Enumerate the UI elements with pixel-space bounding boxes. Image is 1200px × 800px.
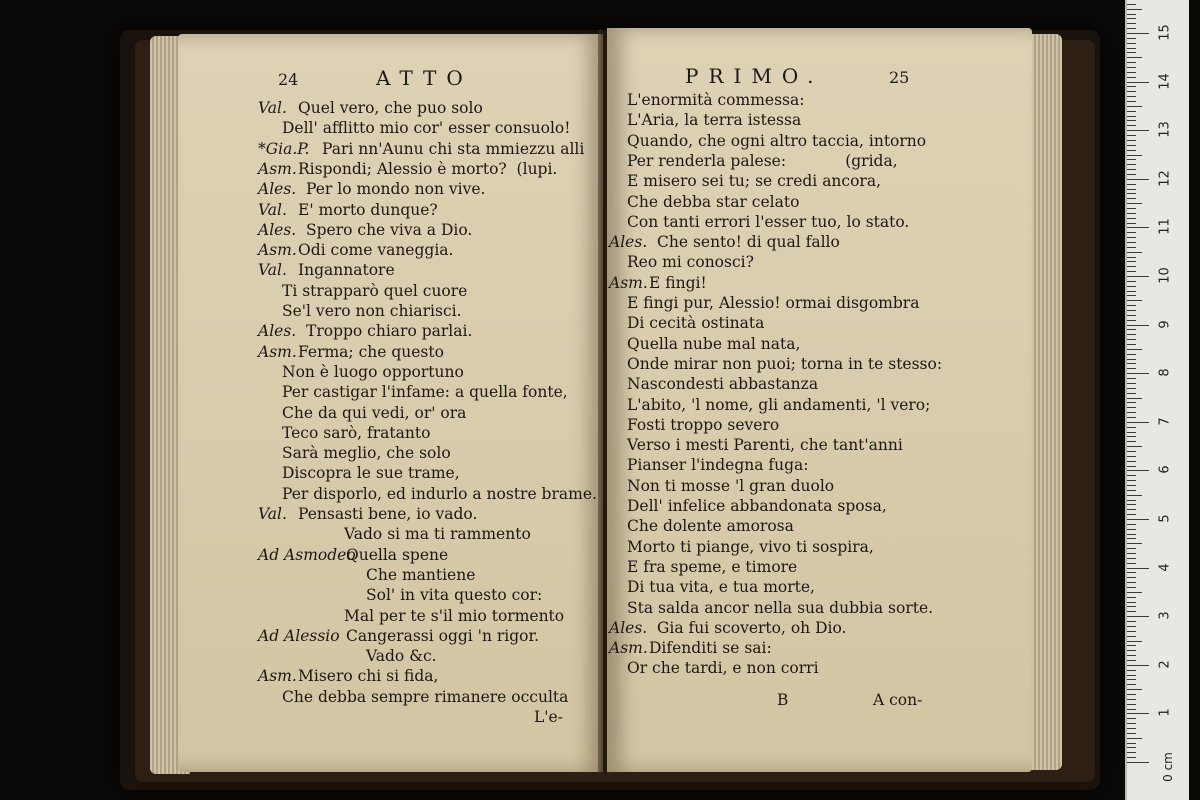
ruler-tick (1127, 757, 1136, 758)
ruler-tick (1127, 286, 1136, 287)
right-text-line: Per renderla palese: (grida, (627, 151, 898, 170)
ruler-tick (1127, 480, 1136, 481)
ruler-number: 1 (1157, 708, 1173, 718)
left-speaker-label: Val. (258, 99, 287, 117)
ruler-tick (1127, 509, 1136, 510)
left-speaker-label: Val. (258, 261, 287, 280)
catchword: A con- (873, 691, 923, 709)
left-speaker-label: Asm. (258, 241, 297, 260)
left-text-line: Per lo mondo non vive. (306, 180, 486, 199)
right-speaker-label: Asm. (609, 639, 648, 658)
left-speaker-label: Ales. (258, 220, 297, 239)
ruler-tick (1127, 325, 1149, 326)
ruler-tick (1127, 743, 1136, 744)
ruler-tick (1127, 213, 1136, 214)
ruler-number: 2 (1157, 660, 1173, 669)
ruler-tick (1127, 150, 1136, 151)
ruler-number: 10 (1157, 267, 1173, 284)
right-text-line: Quella nube mal nata, (627, 334, 801, 353)
ruler-tick (1127, 538, 1136, 539)
right-page-number: 25 (889, 68, 910, 87)
ruler-tick (1127, 466, 1136, 467)
left-running-head: ATTO (376, 66, 473, 90)
ruler-tick (1127, 281, 1136, 282)
ruler-unit-label: 0 cm (1160, 752, 1175, 782)
ruler-tick (1127, 305, 1136, 306)
ruler-tick (1127, 174, 1136, 175)
left-text-line: Ingannatore (298, 261, 395, 280)
ruler-tick (1127, 300, 1142, 301)
ruler-tick (1127, 295, 1136, 296)
left-speaker-label: Val. (258, 200, 287, 219)
ruler-tick (1127, 713, 1149, 714)
ruler-tick (1127, 733, 1136, 734)
ruler-tick (1127, 232, 1136, 233)
ruler-tick (1127, 184, 1136, 185)
ruler-tick (1127, 422, 1149, 423)
ruler-tick (1127, 718, 1136, 719)
right-text-line: Di tua vita, e tua morte, (627, 578, 815, 597)
ruler-tick (1127, 529, 1136, 530)
ruler-tick (1127, 621, 1136, 622)
ruler-number: 9 (1157, 319, 1173, 329)
ruler-tick (1127, 218, 1136, 219)
ruler-tick (1127, 96, 1136, 97)
left-text-line: Teco sarò, fratanto (282, 423, 431, 442)
ruler-tick (1127, 169, 1136, 170)
right-text-line: Onde mirar non puoi; torna in te stesso: (627, 354, 943, 373)
ruler-tick (1127, 490, 1136, 491)
signature-mark: B (777, 691, 789, 709)
left-page (178, 34, 603, 772)
ruler-number: 8 (1157, 368, 1173, 377)
left-speaker-label: Ad Alessio (258, 626, 340, 645)
right-text-line: Verso i mesti Parenti, che tant'anni (627, 436, 903, 455)
ruler-tick (1127, 694, 1136, 695)
ruler-tick (1127, 198, 1136, 199)
ruler-tick (1127, 101, 1136, 102)
left-text-line: Cangerassi oggi 'n rigor. (346, 626, 540, 645)
ruler-tick (1127, 4, 1136, 5)
ruler-tick (1127, 159, 1136, 160)
right-text-line: Fosti troppo severo (627, 415, 780, 434)
ruler-tick (1127, 388, 1136, 389)
ruler-tick (1127, 349, 1142, 350)
right-page (607, 28, 1032, 772)
left-text-line: Ti strapparò quel cuore (282, 281, 468, 300)
left-text-line: Misero chi si fida, (298, 667, 439, 686)
left-text-line: Vado &c. (366, 647, 437, 666)
ruler-tick (1127, 23, 1136, 24)
ruler-tick (1127, 524, 1136, 525)
ruler-tick (1127, 641, 1142, 642)
ruler-tick (1127, 227, 1149, 228)
ruler-tick (1127, 38, 1136, 39)
ruler-tick (1127, 320, 1136, 321)
left-text-line: Mal per te s'il mio tormento (344, 606, 565, 625)
ruler-tick (1127, 179, 1149, 180)
right-text-line: E fingi pur, Alessio! ormai disgombra (627, 294, 920, 312)
ruler-tick (1127, 106, 1142, 107)
ruler-tick (1127, 451, 1136, 452)
right-text-line: Con tanti errori l'esser tuo, lo stato. (627, 212, 910, 231)
ruler-number: 13 (1157, 121, 1173, 138)
ruler-tick (1127, 616, 1149, 617)
left-text-line: Troppo chiaro parlai. (306, 322, 473, 341)
ruler-tick (1127, 57, 1142, 58)
left-text-line: Rispondi; Alessio è morto? (lupi. (298, 159, 558, 178)
ruler-tick (1127, 728, 1136, 729)
left-page-number: 24 (278, 70, 299, 89)
ruler-tick (1127, 373, 1149, 374)
ruler-tick (1127, 164, 1136, 165)
ruler-tick (1127, 738, 1142, 739)
ruler-tick (1127, 9, 1142, 10)
right-text-line: L'enormità commessa: (627, 91, 805, 109)
right-text-line: Reo mi conosci? (627, 253, 754, 272)
right-running-head: PRIMO. (685, 64, 824, 88)
left-speaker-label: Ad Asmodeo (258, 545, 356, 564)
right-text-line: Che sento! di qual fallo (657, 233, 840, 252)
ruler-tick (1127, 86, 1136, 87)
ruler-tick (1127, 203, 1142, 204)
ruler-tick (1127, 568, 1149, 569)
left-text-line: Quel vero, che puo solo (298, 99, 483, 117)
ruler-tick (1127, 363, 1136, 364)
ruler-tick (1127, 704, 1136, 705)
ruler-tick (1127, 266, 1136, 267)
ruler-tick (1127, 120, 1136, 121)
right-text-line: Di cecità ostinata (627, 314, 765, 333)
ruler-tick (1127, 689, 1142, 690)
ruler-tick (1127, 91, 1136, 92)
ruler-tick (1127, 519, 1149, 520)
ruler-tick (1127, 543, 1142, 544)
ruler-tick (1127, 456, 1136, 457)
ruler-tick (1127, 67, 1136, 68)
ruler-tick (1127, 577, 1136, 578)
ruler-tick (1127, 28, 1136, 29)
ruler-tick (1127, 582, 1136, 583)
ruler-tick (1127, 441, 1136, 442)
ruler-tick (1127, 135, 1136, 136)
left-text-line: Non è luogo opportuno (282, 362, 464, 381)
ruler-tick (1127, 291, 1136, 292)
right-text-line: Or che tardi, e non corri (627, 659, 819, 678)
left-speaker-label: Asm. (258, 159, 297, 178)
ruler-tick (1127, 563, 1136, 564)
ruler-tick (1127, 247, 1136, 248)
ruler-tick (1127, 48, 1136, 49)
ruler-tick (1127, 18, 1136, 19)
right-text-line: E misero sei tu; se credi ancora, (627, 172, 882, 191)
ruler-tick (1127, 446, 1142, 447)
ruler-tick (1127, 485, 1136, 486)
ruler-tick (1127, 208, 1136, 209)
ruler-tick (1127, 354, 1136, 355)
ruler-tick (1127, 242, 1136, 243)
left-text-line: Che debba sempre rimanere occulta (282, 687, 569, 706)
ruler-tick (1127, 645, 1136, 646)
left-text-line: Che da qui vedi, or' ora (282, 403, 467, 422)
ruler-number: 15 (1157, 24, 1173, 41)
ruler-tick (1127, 699, 1136, 700)
left-speaker-label: Val. (258, 505, 287, 523)
ruler-tick (1127, 52, 1136, 53)
left-text-line: Dell' afflitto mio cor' esser consuolo! (282, 119, 571, 138)
ruler-tick (1127, 130, 1149, 131)
ruler-tick (1127, 461, 1136, 462)
right-text-line: Sta salda ancor nella sua dubbia sorte. (627, 598, 934, 617)
left-speaker-label: Ales. (258, 322, 297, 341)
right-speaker-label: Asm. (609, 273, 648, 292)
ruler-tick (1127, 436, 1136, 437)
ruler-tick (1127, 339, 1136, 340)
right-text-line: E fra speme, e timore (627, 557, 798, 576)
ruler-tick (1127, 597, 1136, 598)
left-text-line: Odi come vaneggia. (298, 241, 454, 260)
ruler-number: 3 (1157, 611, 1173, 620)
ruler-tick (1127, 261, 1136, 262)
left-speaker-label: *Gia.P. (258, 139, 310, 158)
ruler-tick (1127, 82, 1149, 83)
right-text-line: Dell' infelice abbandonata sposa, (627, 497, 887, 515)
left-text-line: Discopra le sue trame, (282, 464, 460, 483)
ruler-tick (1127, 534, 1136, 535)
ruler-tick (1127, 237, 1136, 238)
ruler-tick (1127, 670, 1136, 671)
ruler-number: 14 (1157, 72, 1173, 90)
ruler-tick (1127, 602, 1136, 603)
ruler-number: 5 (1157, 514, 1173, 523)
ruler-tick (1127, 636, 1136, 637)
ruler-tick (1127, 655, 1136, 656)
ruler-tick (1127, 359, 1136, 360)
ruler-tick (1127, 553, 1136, 554)
left-speaker-label: Ales. (258, 180, 297, 199)
ruler-tick (1127, 193, 1136, 194)
left-text-line: Sol' in vita questo cor: (366, 586, 543, 605)
left-text-line: Pari nn'Aunu chi sta mmiezzu alli (322, 139, 585, 158)
left-text-line: E' morto dunque? (298, 200, 438, 219)
right-text-line: L'Aria, la terra istessa (627, 111, 802, 130)
ruler-tick (1127, 252, 1142, 253)
ruler-tick (1127, 723, 1136, 724)
ruler-number: 6 (1157, 465, 1173, 475)
right-speaker-label: Ales. (609, 233, 648, 252)
ruler-tick (1127, 660, 1136, 661)
ruler-tick (1127, 762, 1149, 763)
ruler-tick (1127, 334, 1136, 335)
ruler-tick (1127, 558, 1136, 559)
ruler-tick (1127, 650, 1136, 651)
ruler-tick (1127, 310, 1136, 311)
right-text-line: Non ti mosse 'l gran duolo (627, 476, 835, 495)
ruler-tick (1127, 72, 1136, 73)
ruler-tick (1127, 329, 1136, 330)
right-text-line: Gia fui scoverto, oh Dio. (657, 618, 847, 637)
right-text-line: Morto ti piange, vivo ti sospira, (627, 537, 874, 556)
ruler-tick (1127, 752, 1136, 753)
ruler-tick (1127, 587, 1136, 588)
left-text-line: Che mantiene (366, 565, 476, 584)
ruler-tick (1127, 514, 1136, 515)
ruler-tick (1127, 665, 1149, 666)
left-speaker-label: Asm. (258, 667, 297, 686)
left-text-line: Vado si ma ti rammento (344, 525, 531, 544)
right-text-line: Pianser l'indegna fuga: (627, 456, 809, 475)
ruler-tick (1127, 592, 1142, 593)
ruler-tick (1127, 155, 1142, 156)
ruler-tick (1127, 125, 1136, 126)
ruler-tick (1127, 368, 1136, 369)
ruler-tick (1127, 393, 1136, 394)
ruler-tick (1127, 470, 1149, 471)
ruler-tick (1127, 679, 1136, 680)
ruler-tick (1127, 402, 1136, 403)
right-text-line: E fingi! (649, 273, 707, 292)
left-speaker-label: Asm. (258, 342, 297, 361)
ruler-tick (1127, 504, 1136, 505)
ruler-tick (1127, 315, 1136, 316)
ruler-tick (1127, 276, 1149, 277)
left-text-line: Pensasti bene, io vado. (298, 505, 478, 523)
right-text-line: Quando, che ogni altro taccia, intorno (627, 131, 927, 150)
ruler-tick (1127, 631, 1136, 632)
ruler-tick (1127, 684, 1136, 685)
ruler-tick (1127, 43, 1136, 44)
left-text-line: L'e- (534, 708, 563, 726)
ruler-tick (1127, 223, 1136, 224)
left-text-line: Spero che viva a Dio. (306, 220, 473, 239)
right-text-line: Nascondesti abbastanza (627, 375, 819, 394)
ruler-tick (1127, 378, 1136, 379)
ruler-tick (1127, 145, 1136, 146)
right-text-line: Che dolente amorosa (627, 517, 794, 536)
ruler-tick (1127, 572, 1136, 573)
right-text-line: Difenditi se sai: (649, 639, 772, 658)
ruler-tick (1127, 116, 1136, 117)
ruler-tick (1127, 77, 1136, 78)
ruler-tick (1127, 475, 1136, 476)
ruler-number: 12 (1157, 170, 1173, 187)
ruler-tick (1127, 383, 1136, 384)
ruler-number: 4 (1157, 562, 1173, 572)
ruler-tick (1127, 606, 1136, 607)
right-text-line: Che debba star celato (627, 192, 800, 211)
ruler-number: 7 (1157, 417, 1173, 426)
ruler-tick (1127, 189, 1136, 190)
left-text-line: Per castigar l'infame: a quella fonte, (282, 383, 568, 402)
ruler-tick (1127, 709, 1136, 710)
measuring-ruler (1125, 0, 1189, 800)
ruler-tick (1127, 271, 1136, 272)
ruler-tick (1127, 62, 1136, 63)
ruler-tick (1127, 33, 1149, 34)
ruler-tick (1127, 427, 1136, 428)
ruler-tick (1127, 548, 1136, 549)
ruler-tick (1127, 14, 1136, 15)
ruler-tick (1127, 111, 1136, 112)
ruler-tick (1127, 611, 1136, 612)
ruler-tick (1127, 257, 1136, 258)
ruler-tick (1127, 140, 1136, 141)
left-text-line: Per disporlo, ed indurlo a nostre brame. (282, 484, 597, 503)
ruler-tick (1127, 500, 1136, 501)
right-text-line: L'abito, 'l nome, gli andamenti, 'l vero; (627, 395, 931, 414)
ruler-tick (1127, 417, 1136, 418)
ruler-tick (1127, 344, 1136, 345)
left-text-line: Se'l vero non chiarisci. (282, 302, 462, 320)
left-text-line: Quella spene (346, 545, 449, 564)
ruler-tick (1127, 675, 1136, 676)
ruler-tick (1127, 432, 1136, 433)
left-text-line: Ferma; che questo (298, 342, 444, 361)
ruler-number: 11 (1157, 218, 1173, 236)
left-text-line: Sarà meglio, che solo (282, 444, 451, 463)
ruler-tick (1127, 412, 1136, 413)
ruler-tick (1127, 407, 1136, 408)
ruler-tick (1127, 495, 1142, 496)
ruler-tick (1127, 626, 1136, 627)
ruler-tick (1127, 747, 1136, 748)
right-speaker-label: Ales. (609, 618, 648, 637)
ruler-tick (1127, 398, 1142, 399)
